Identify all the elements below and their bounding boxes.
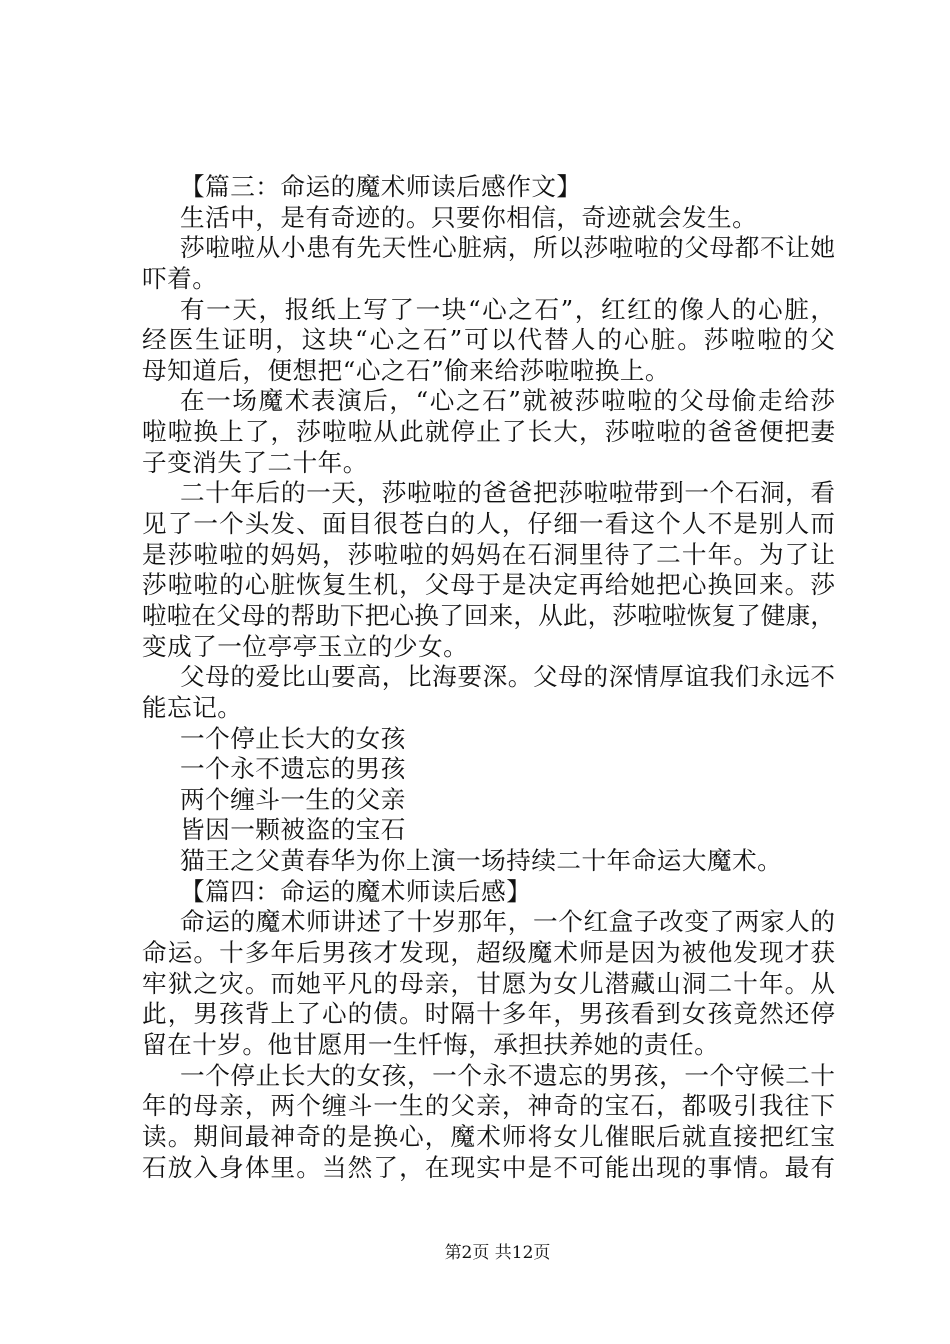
- text-line: 命运的魔术师讲述了十岁那年，一个红盒子改变了两家人的: [180, 907, 835, 937]
- text-line: 父母的爱比山要高，比海要深。父母的深情厚谊我们永远不: [180, 662, 835, 692]
- page-number-footer: 第2页 共12页: [444, 1243, 551, 1263]
- text-line: 牢狱之灾。而她平凡的母亲，甘愿为女儿潜藏山洞二十年。从: [142, 968, 835, 998]
- text-line: 皆因一颗被盗的宝石: [180, 815, 406, 845]
- text-line: 留在十岁。他甘愿用一生忏悔，承担扶养她的责任。: [142, 1029, 720, 1059]
- text-line: 子变消失了二十年。: [142, 447, 368, 477]
- text-line: 能忘记。: [142, 692, 243, 722]
- text-line: 母知道后，便想把“心之石”偷来给莎啦啦换上。: [142, 355, 671, 385]
- document-body: [142, 172, 835, 1183]
- text-line: 经医生证明，这块“心之石”可以代替人的心脏。莎啦啦的父: [142, 325, 835, 355]
- text-line: 在一场魔术表演后，“心之石”就被莎啦啦的父母偷走给莎: [180, 386, 835, 416]
- text-line: 命运。十多年后男孩才发现，超级魔术师是因为被他发现才获: [142, 938, 835, 968]
- text-line: 啦啦在父母的帮助下把心换了回来，从此，莎啦啦恢复了健康，: [142, 600, 835, 630]
- text-line: 有一天，报纸上写了一块“心之石”，红红的像人的心脏，: [180, 294, 835, 324]
- text-line: 是莎啦啦的妈妈，莎啦啦的妈妈在石洞里待了二十年。为了让: [142, 539, 835, 569]
- text-line: 啦啦换上了，莎啦啦从此就停止了长大，莎啦啦的爸爸便把妻: [142, 417, 835, 447]
- text-line: 读。期间最神奇的是换心，魔术师将女儿催眠后就直接把红宝: [142, 1121, 835, 1151]
- text-line: 一个永不遗忘的男孩: [180, 754, 406, 784]
- text-line: 两个缠斗一生的父亲: [180, 784, 406, 814]
- section-heading: 【篇三：命运的魔术师读后感作文】: [180, 172, 582, 201]
- text-line: 此，男孩背上了心的债。时隔十多年，男孩看到女孩竟然还停: [142, 999, 835, 1029]
- text-line: 莎啦啦从小患有先天性心脏病，所以莎啦啦的父母都不让她: [180, 233, 835, 263]
- text-line: 猫王之父黄春华为你上演一场持续二十年命运大魔术。: [180, 846, 783, 876]
- section-heading: 【篇四：命运的魔术师读后感】: [180, 876, 532, 906]
- text-line: 见了一个头发、面目很苍白的人，仔细一看这个人不是别人而: [142, 509, 835, 539]
- text-line: 莎啦啦的心脏恢复生机，父母于是决定再给她把心换回来。莎: [142, 570, 835, 600]
- text-line: 一个停止长大的女孩，一个永不遗忘的男孩，一个守候二十: [180, 1060, 835, 1090]
- text-line: 一个停止长大的女孩: [180, 723, 406, 753]
- text-line: 石放入身体里。当然了，在现实中是不可能出现的事情。最有: [142, 1152, 835, 1182]
- text-line: 年的母亲，两个缠斗一生的父亲，神奇的宝石，都吸引我往下: [142, 1091, 835, 1121]
- text-line: 二十年后的一天，莎啦啦的爸爸把莎啦啦带到一个石洞，看: [180, 478, 835, 508]
- text-line: 变成了一位亭亭玉立的少女。: [142, 631, 469, 661]
- text-line: 生活中，是有奇迹的。只要你相信，奇迹就会发生。: [180, 202, 758, 232]
- text-line: 吓着。: [142, 263, 218, 293]
